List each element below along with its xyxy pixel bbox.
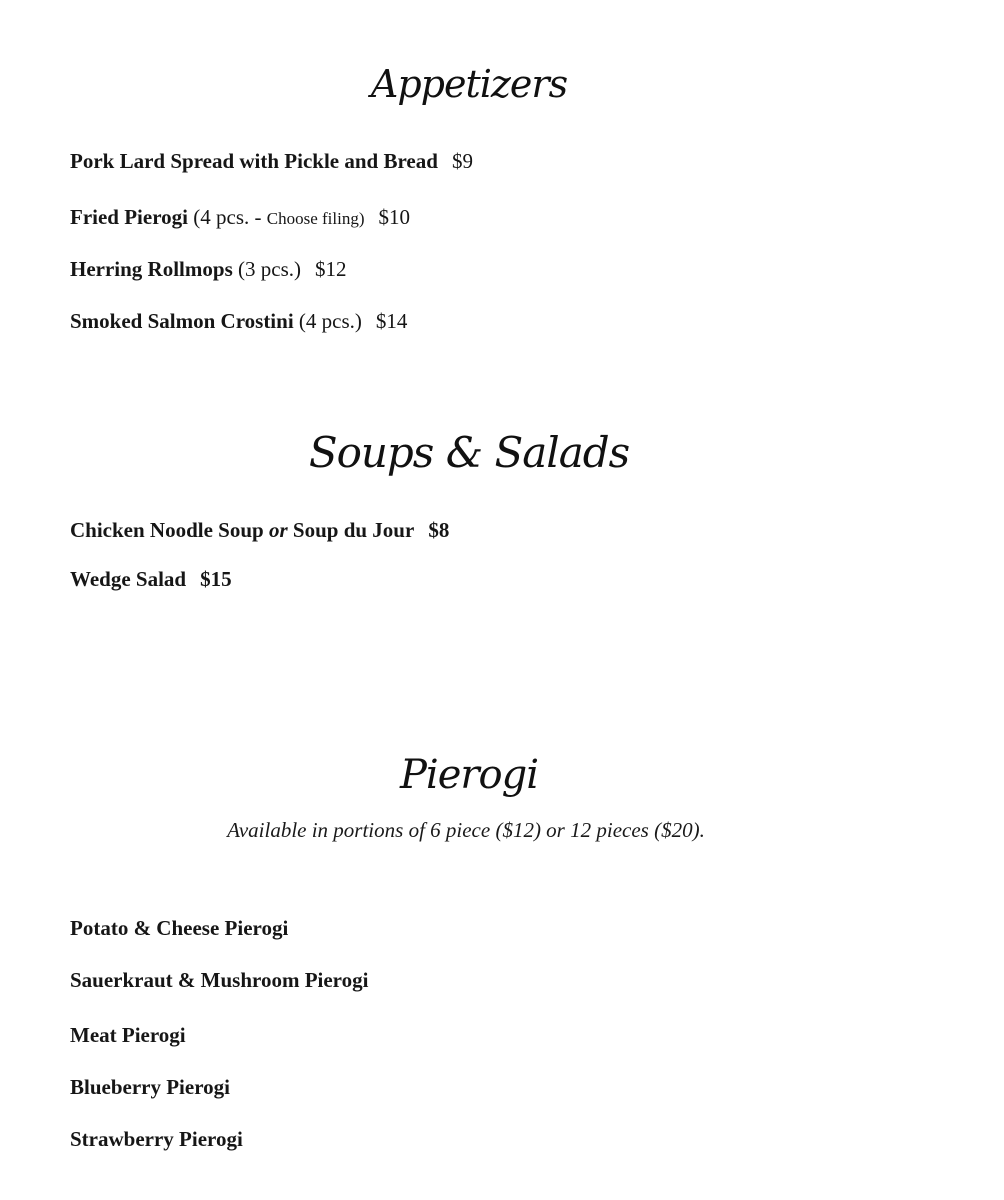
item-connector: or	[268, 518, 288, 542]
menu-item	[70, 914, 288, 942]
soups-salads-heading: Soups & Salads	[308, 428, 630, 477]
menu-item	[70, 307, 407, 335]
item-detail: (3 pcs.)	[238, 257, 301, 281]
menu-item	[70, 966, 368, 994]
item-name: Fried Pierogi	[70, 205, 188, 229]
item-price: $10	[378, 205, 410, 229]
item-name: Wedge Salad	[70, 567, 187, 591]
item-name: Potato & Cheese Pierogi	[70, 916, 289, 940]
item-name: Sauerkraut & Mushroom Pierogi	[70, 968, 369, 992]
item-detail-note: Choose filing)	[266, 209, 365, 228]
item-price: $12	[314, 257, 347, 281]
item-name: Meat Pierogi	[70, 1023, 186, 1047]
menu-item	[70, 255, 346, 283]
menu-item	[70, 1021, 186, 1049]
item-price: $15	[200, 567, 232, 591]
pierogi-portion-note: Available in portions of 6 piece ($12) or 12 pieces ($20).	[227, 818, 705, 842]
item-name: Blueberry Pierogi	[70, 1075, 230, 1099]
item-price: $9	[451, 149, 473, 173]
item-name: Herring Rollmops	[70, 257, 233, 281]
item-price: $8	[428, 518, 450, 542]
pierogi-heading: Pierogi	[400, 752, 538, 798]
item-name: Chicken Noodle Soup	[70, 518, 264, 542]
menu-item	[70, 565, 232, 593]
appetizers-heading: Appetizers	[370, 62, 568, 106]
menu-item	[70, 1125, 243, 1153]
item-name: Strawberry Pierogi	[70, 1127, 243, 1151]
item-name: Pork Lard Spread with Pickle and Bread	[70, 149, 438, 173]
item-name-alt: Soup du Jour	[292, 518, 415, 542]
item-detail: (4 pcs. -	[193, 205, 267, 229]
menu-item	[70, 516, 449, 544]
item-price: $14	[375, 309, 408, 333]
item-detail: (4 pcs.)	[298, 309, 362, 333]
menu-item	[70, 203, 410, 233]
menu-item	[70, 1073, 230, 1101]
menu-item	[70, 147, 473, 175]
item-name: Smoked Salmon Crostini	[70, 309, 294, 333]
